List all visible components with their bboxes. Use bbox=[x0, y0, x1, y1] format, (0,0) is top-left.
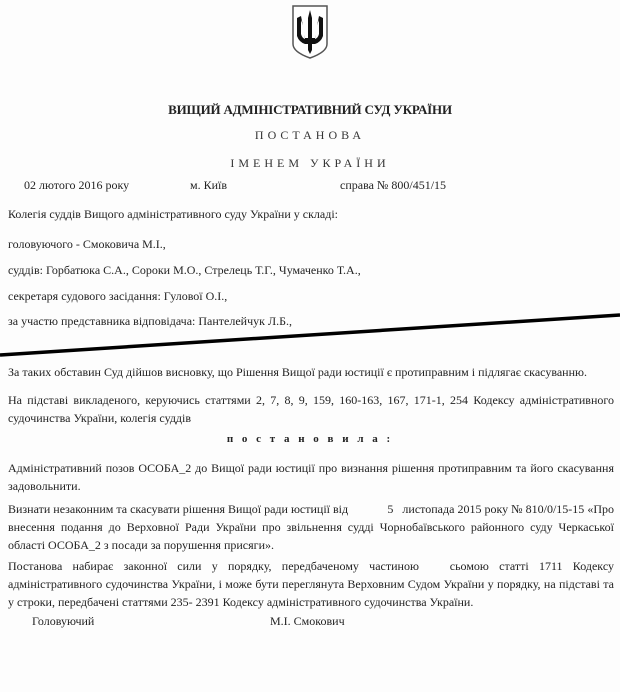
panel-presiding: головуючого - Смоковича М.І., bbox=[8, 237, 166, 251]
effect-paragraph: Постанова набирає законної сили у порядку, передбаченому частиною сьомою статті 1711 Кодексу адміністративного судочинства України, і може бути переглянута Верховним Судом України у порядку, на підставі та у строки, передбачені статтями 235- 2391 Кодексу адміністративного судочинства України. bbox=[8, 559, 617, 609]
signature-role: Головуючий bbox=[32, 614, 95, 628]
basis-paragraph: На підставі викладеного, керуючись статтями 2, 7, 8, 9, 159, 160-163, 167, 171-1, 254 Кодексу адміністративного судочинства України, колегія суддів bbox=[8, 393, 614, 425]
annul-paragraph: Визнати незаконним та скасувати рішення Вищої ради юстиції від 5 листопада 2015 року № 810/0/15-15 «Про внесення подання до Верховної Ради України про звільнення судді Чорнобаївського районного суду Черкаської області ОСОБА_2 з посади за порушення присяги». bbox=[8, 502, 617, 552]
conclusion-paragraph: За таких обставин Суд дійшов висновку, що Рішення Вищої ради юстиції є протиправним і підлягає скасуванню. bbox=[8, 365, 587, 379]
panel-representative: за участю представника відповідача: Пантелейчук Л.Б., bbox=[8, 314, 292, 328]
document-city: м. Київ bbox=[190, 178, 228, 192]
case-number: справа № 800/451/15 bbox=[340, 178, 447, 192]
court-name: ВИЩИЙ АДМІНІСТРАТИВНИЙ СУД УКРАЇНИ bbox=[168, 102, 452, 117]
signature-name: М.І. Смокович bbox=[270, 614, 345, 628]
resolved-heading: п о с т а н о в и л а : bbox=[226, 433, 394, 445]
panel-secretary: секретаря судового засідання: Гулової О.І., bbox=[8, 289, 228, 303]
panel-intro: Колегія суддів Вищого адміністративного суду України у складі: bbox=[8, 207, 339, 221]
document-date: 02 лютого 2016 року bbox=[24, 178, 130, 192]
in-the-name-heading: ІМЕНЕМ УКРАЇНИ bbox=[230, 156, 390, 170]
document-type: ПОСТАНОВА bbox=[254, 128, 366, 142]
claim-paragraph: Адміністративний позов ОСОБА_2 до Вищої ради юстиції про визнання рішення протиправним та його скасування задовольнити. bbox=[8, 461, 614, 493]
panel-judges: суддів: Горбатюка С.А., Сороки М.О., Стрелець Т.Г., Чумаченко Т.А., bbox=[8, 263, 361, 277]
